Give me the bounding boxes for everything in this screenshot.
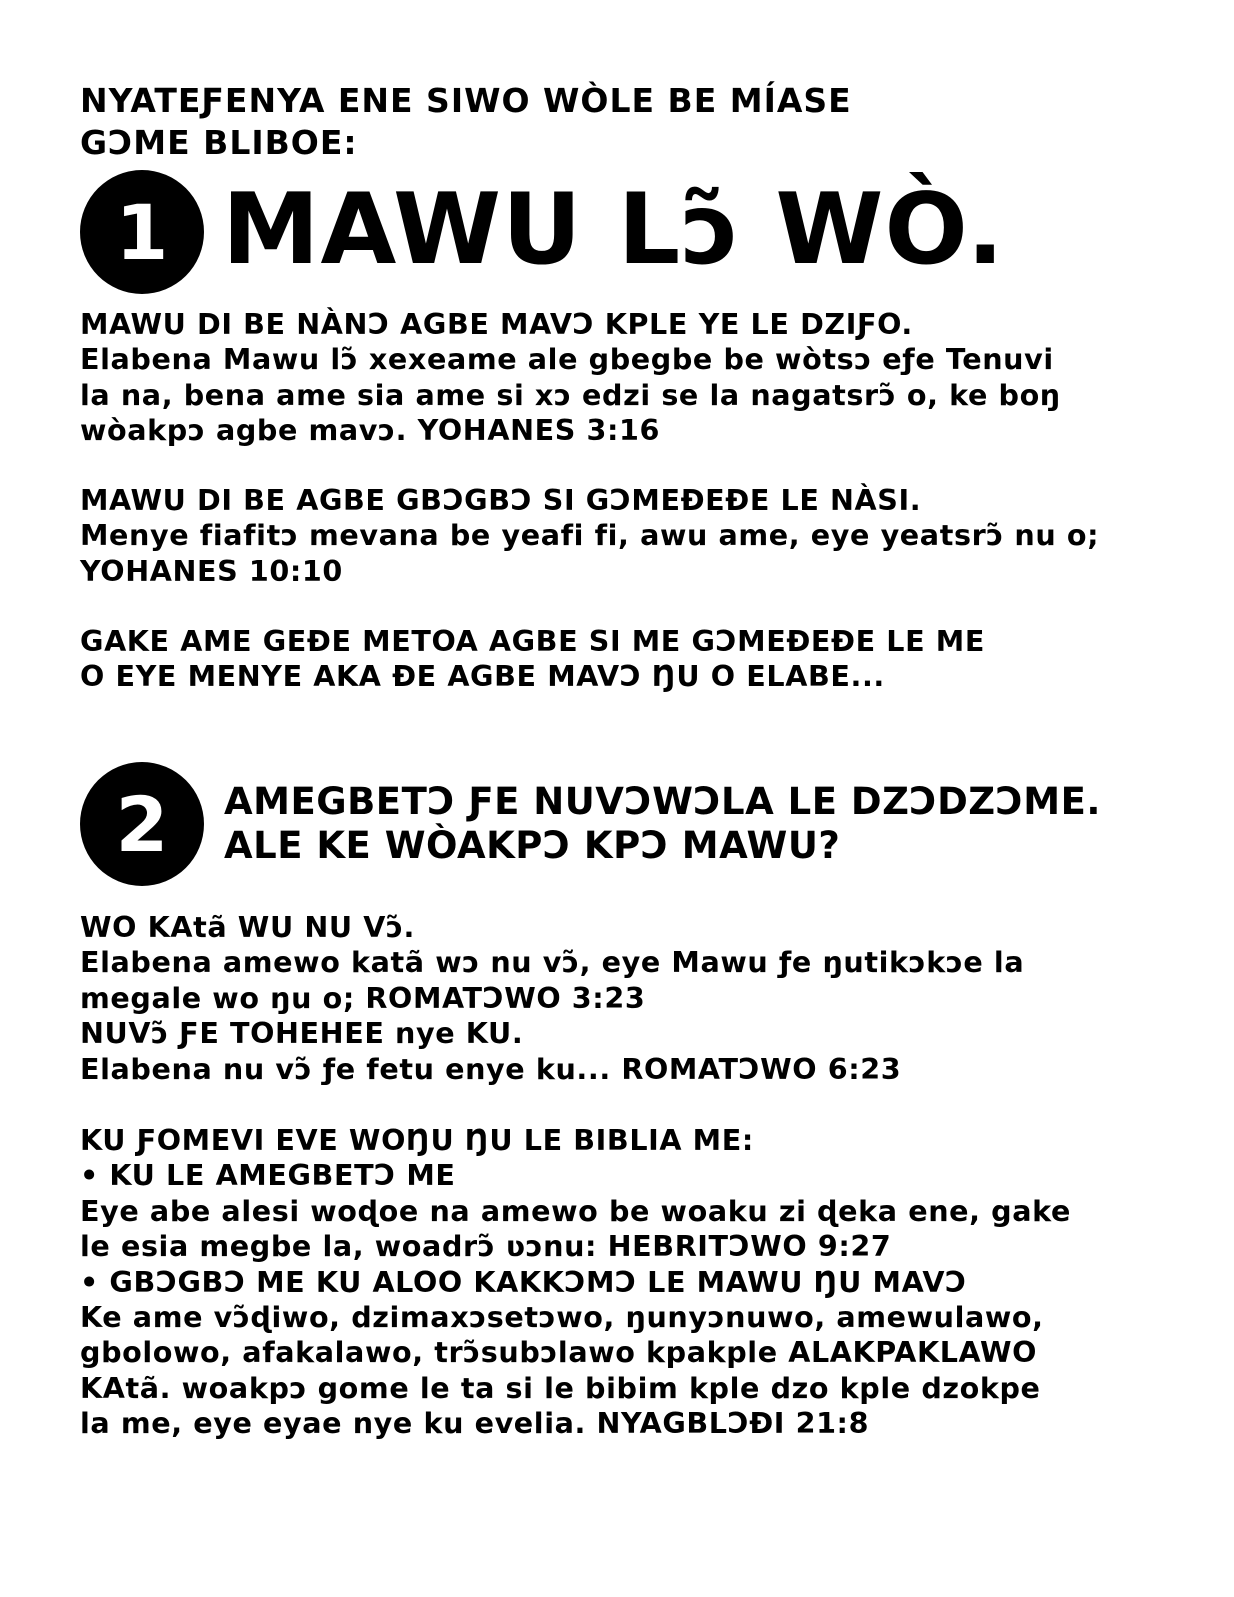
section-2-paragraph-2 <box>80 1123 1190 1442</box>
section-1-number-badge <box>80 170 204 294</box>
section-2-paragraph-1 <box>80 910 1190 1087</box>
section-2-number-badge <box>80 762 204 886</box>
section-1-paragraph-1 <box>80 307 1190 449</box>
section-1-number: 1 <box>115 187 169 277</box>
section-2-paragraph-1-text: WO KAtã WU NU Vɔ̃. Elabena amewo katã wɔ nu vɔ̃, eye Mawu ƒe ŋutikɔkɔe la megale wo ŋu o; ROMATƆWO 3:23 NUVɔ̃ ƑE TOHEHEE nye KU. Elabena nu vɔ̃ ƒe fetu enye ku... ROMATƆWO 6:23 <box>80 910 1025 1086</box>
section-2-number: 2 <box>115 779 169 869</box>
section-2-paragraph-2-text: KU ƑOMEVI EVE WOŊU ŊU LE BIBLIA ME: • KU LE AMEGBETƆ ME Eye abe alesi woɖoe na amewo be woaku zi ɖeka ene, gake le esia megbe la, woadrɔ̃ ʋɔnu: HEBRITƆWO 9:27 • GBƆGBƆ ME KU ALOO KAKKƆMƆ LE MAWU ŊU MAVƆ Ke ame vɔ̃ɖiwo, dzimaxɔsetɔwo, ŋunyɔnuwo, amewulawo, gbolowo, afakalawo, trɔ̃subɔlawo kpakple ALAKPAKLAWO KAtã. woakpɔ gome le ta si le bibim kple dzo kple dzokpe la me, eye eyae nye ku evelia. NYAGBLƆĐI 21:8 <box>80 1123 1071 1441</box>
section-1-paragraph-3 <box>80 624 1190 695</box>
section-2-heading: AMEGBETƆ ƑE NUVƆWƆLA LE DZƆDZƆME. ALE KE WÒAKPƆ KPƆ MAWU? <box>224 780 1101 867</box>
section-1-paragraph-2-text: MAWU DI BE AGBE GBƆGBƆ SI GƆMEĐEĐE LE NÀSI. Menye fiafitɔ mevana be yeafi fi, awu ame, eye yeatsrɔ̃ nu o; YOHANES 10:10 <box>80 483 1100 588</box>
section-1-paragraph-2 <box>80 483 1190 589</box>
intro-heading: NYATEƑENYA ENE SIWO WÒLE BE MÍASE GƆME BLIBOE: <box>80 81 852 162</box>
section-1-paragraph-3-text: GAKE AME GEĐE METOA AGBE SI ME GƆMEĐEĐE LE ME O EYE MENYE AKA ĐE AGBE MAVƆ ŊU O ELABE... <box>80 624 985 694</box>
section-1-heading: MAWU Lɔ̃ WÒ. <box>222 173 1005 287</box>
section-1-paragraph-1-text: MAWU DI BE NÀNƆ AGBE MAVƆ KPLE YE LE DZIƑO. Elabena Mawu lɔ̃ xexeame ale gbegbe be wòtsɔ eƒe Tenuvi la na, bena ame sia ame si xɔ edzi se la nagatsrɔ̃ o, ke boŋ wòakpɔ agbe mavɔ. YOHANES 3:16 <box>80 307 1061 448</box>
